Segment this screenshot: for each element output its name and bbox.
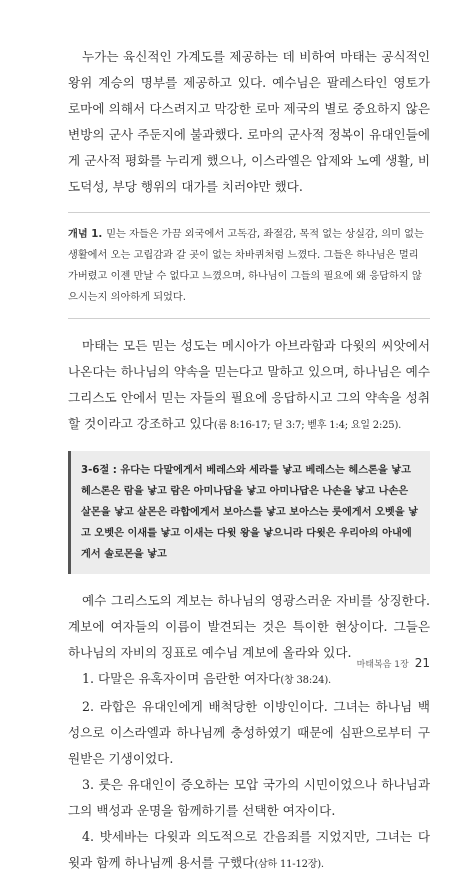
list-item-tamar	[68, 666, 430, 694]
verse-box	[68, 451, 430, 574]
list-item-text: 1. 다말은 유혹자이며 음란한 여자다	[82, 671, 281, 686]
page-footer	[357, 656, 430, 670]
scripture-citation: (창 38:24).	[280, 675, 331, 686]
concept-text: 믿는 자들은 가끔 외국에서 고독감, 좌절감, 목적 없는 상실감, 의미 없는 생활에서 오는 고립감과 갈 곳이 없는 차바퀴처럼 느꼈다. 그들은 하나님은 멀리 가버렸고 이젠 만날 수 없다고 느꼈으며, 하나님이 그들의 필요에 왜 응답하지 않으시는지 의아하게 되었다.	[68, 229, 424, 303]
paragraph-genealogy-mercy: 예수 그리스도의 계보는 하나님의 영광스러운 자비를 상징한다. 계보에 여자들의 이름이 발견되는 것은 특이한 현상이다. 그들은 하나님의 자비의 징표로 예수님 계보에 올라와 있다.	[68, 593, 430, 660]
scripture-citation: (롬 8:16-17; 딛 3:7; 벧후 1:4; 요일 2:25).	[213, 420, 402, 431]
list-item-rahab: 2. 라합은 유대인에게 배척당한 이방인이다. 그녀는 하나님 백성으로 이스라엘과 하나님께 충성하였기 때문에 심판으로부터 구원받은 기생이었다.	[68, 699, 430, 766]
paragraph-lineage: 누가는 육신적인 가계도를 제공하는 데 비하여 마태는 공식적인 왕위 계승의 명부를 제공하고 있다. 예수님은 팔레스타인 영토가 로마에 의해서 다스려지고 막강한 로마 제국의 별로 중요하지 않은 변방의 군사 주둔지에 불과했다. 로마의 군사적 정복이 유대인들에게 군사적 평화를 누리게 했으나, 이스라엘은 압제와 노예 생활, 비 도덕성, 부당 행위의 대가를 치러야만 했다.	[68, 49, 430, 194]
list-item-bathsheba	[68, 824, 430, 878]
running-footer-section: 마태복음 1장	[356, 660, 409, 670]
list-item-text: 4. 밧세바는 다윗과 의도적으로 간음죄를 지었지만, 그녀는 다윗과 함께 하나님께 용서를 구했다	[68, 829, 430, 870]
paragraph-promise-text: 마태는 모든 믿는 성도는 메시아가 아브라함과 다윗의 씨앗에서 나온다는 하나님의 약속을 믿는다고 말하고 있으며, 하나님은 예수 그리스도 안에서 믿는 자들의 필요에 응답하시고 그의 약속을 성취할 것이라고 강조하고 있다	[68, 338, 430, 431]
verse-text: 3-6절 : 유다는 다말에게서 베레스와 세라를 낳고 베레스는 헤스론을 낳고 헤스론은 람을 낳고 람은 아미나답을 낳고 아미나답은 나손을 낳고 나손은 살몬을 낳고 살몬은 라합에게서 보아스를 낳고 보아스는 룻에게서 오벳을 낳고 오벳은 이새를 낳고 이새는 다윗 왕을 낳으니라 다윗은 우리아의 아내에게서 솔로몬을 낳고	[81, 465, 418, 560]
concept-box	[68, 212, 430, 319]
scripture-citation: (삼하 11-12장).	[254, 859, 324, 870]
list-item-ruth: 3. 룻은 유대인이 증오하는 모압 국가의 시민이었으나 하나님과 그의 백성과 운명을 함께하기를 선택한 여자이다.	[68, 777, 430, 818]
paragraph-promise	[68, 333, 430, 439]
page-number: 21	[414, 656, 430, 670]
concept-label: 개념 1.	[68, 229, 103, 240]
